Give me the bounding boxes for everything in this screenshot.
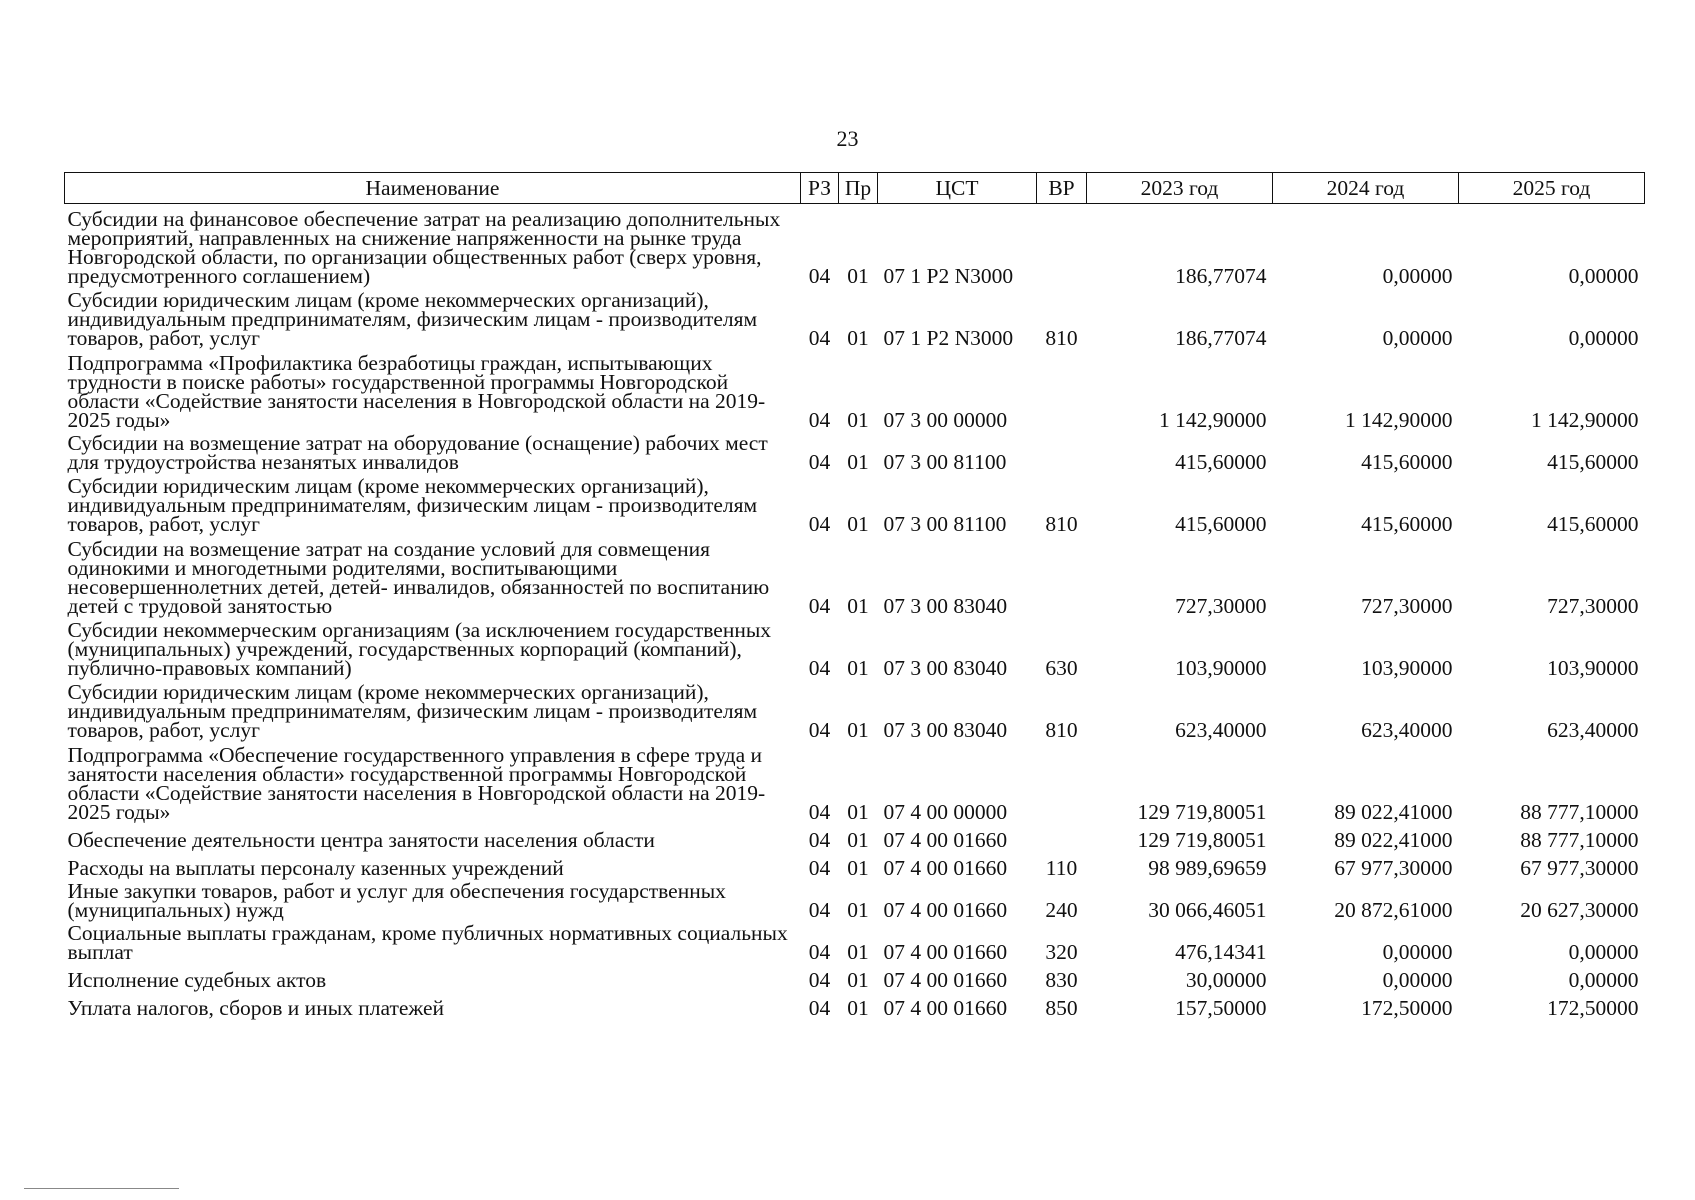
row-2024: 103,90000 bbox=[1361, 656, 1453, 680]
row-2025: 172,50000 bbox=[1547, 996, 1639, 1020]
col-header-2023: 2023 год bbox=[1087, 173, 1273, 204]
row-vr: 850 bbox=[1045, 996, 1078, 1020]
row-pr: 01 bbox=[847, 264, 869, 288]
row-rz: 04 bbox=[808, 718, 831, 742]
row-cst: 07 4 00 01660 bbox=[883, 940, 1008, 964]
row-vr: 810 bbox=[1045, 718, 1078, 742]
table-row bbox=[65, 990, 1645, 1018]
row-2023: 186,77074 bbox=[1175, 326, 1267, 350]
table-row bbox=[65, 348, 1645, 430]
row-2023: 1 142,90000 bbox=[1159, 408, 1267, 432]
row-2025: 20 627,30000 bbox=[1520, 898, 1639, 922]
row-name: Обеспечение деятельности центра занятости населения области bbox=[67, 828, 655, 852]
row-cst: 07 3 00 00000 bbox=[883, 408, 1008, 432]
row-rz: 04 bbox=[808, 856, 831, 880]
row-name: Подпрограмма «Обеспечение государственного управления в сфере труда и занятости населения области» государственной программы Новгородской области «Содействие занятости населения в Новгородской области на 2019-2025 годы» bbox=[67, 743, 766, 824]
table-row bbox=[65, 962, 1645, 990]
col-header-name: Наименование bbox=[65, 173, 801, 204]
row-2024: 67 977,30000 bbox=[1334, 856, 1453, 880]
row-rz: 04 bbox=[808, 898, 831, 922]
row-cst: 07 3 00 83040 bbox=[883, 718, 1008, 742]
row-name: Подпрограмма «Профилактика безработицы граждан, испытывающих трудности в поиске работы» государственной программы Новгородской области «Содействие занятости населения в Новгородской области на 2019-2025 годы» bbox=[67, 351, 766, 432]
col-header-2025: 2025 год bbox=[1459, 173, 1645, 204]
table-row bbox=[65, 740, 1645, 822]
row-2024: 89 022,41000 bbox=[1334, 800, 1453, 824]
row-rz: 04 bbox=[808, 512, 831, 536]
row-2025: 103,90000 bbox=[1547, 656, 1639, 680]
row-vr: 630 bbox=[1045, 656, 1078, 680]
row-2023: 623,40000 bbox=[1175, 718, 1267, 742]
row-vr bbox=[1037, 430, 1087, 472]
row-vr bbox=[1037, 204, 1087, 287]
row-2024: 415,60000 bbox=[1361, 450, 1453, 474]
row-vr bbox=[1037, 534, 1087, 616]
row-cst: 07 4 00 01660 bbox=[883, 968, 1008, 992]
row-2023: 476,14341 bbox=[1175, 940, 1267, 964]
row-rz: 04 bbox=[808, 326, 831, 350]
row-vr: 830 bbox=[1045, 968, 1078, 992]
row-2023: 129 719,80051 bbox=[1137, 828, 1267, 852]
row-pr: 01 bbox=[847, 856, 869, 880]
row-pr: 01 bbox=[847, 450, 869, 474]
table-row bbox=[65, 920, 1645, 962]
footer-divider bbox=[24, 1188, 179, 1189]
row-2025: 623,40000 bbox=[1547, 718, 1639, 742]
row-cst: 07 4 00 01660 bbox=[883, 996, 1008, 1020]
row-cst: 07 4 00 00000 bbox=[883, 800, 1008, 824]
row-rz: 04 bbox=[808, 996, 831, 1020]
row-2023: 30 066,46051 bbox=[1148, 898, 1267, 922]
table-row bbox=[65, 822, 1645, 850]
row-cst: 07 3 00 83040 bbox=[883, 594, 1008, 618]
row-2024: 0,00000 bbox=[1382, 940, 1453, 964]
row-rz: 04 bbox=[808, 594, 831, 618]
row-rz: 04 bbox=[808, 800, 831, 824]
row-rz: 04 bbox=[808, 450, 831, 474]
row-vr: 110 bbox=[1045, 856, 1078, 880]
row-cst: 07 3 00 83040 bbox=[883, 656, 1008, 680]
row-2025: 1 142,90000 bbox=[1531, 408, 1639, 432]
row-name: Субсидии юридическим лицам (кроме некоммерческих организаций), индивидуальным предпринимателям, физическим лицам - производителям товаров, работ, услуг bbox=[67, 474, 758, 536]
table-row bbox=[65, 286, 1645, 348]
table-body bbox=[65, 204, 1645, 1019]
row-rz: 04 bbox=[808, 656, 831, 680]
row-2023: 415,60000 bbox=[1175, 450, 1267, 474]
row-vr: 320 bbox=[1045, 940, 1078, 964]
row-cst: 07 1 P2 N3000 bbox=[883, 326, 1014, 350]
row-pr: 01 bbox=[847, 828, 869, 852]
row-pr: 01 bbox=[847, 326, 869, 350]
row-2025: 415,60000 bbox=[1547, 512, 1639, 536]
row-name: Субсидии некоммерческим организациям (за исключением государственных (муниципальных) учреждений, государственных корпораций (компаний), публично-правовых компаний) bbox=[67, 618, 772, 680]
row-name: Иные закупки товаров, работ и услуг для обеспечения государственных (муниципальных) нужд bbox=[67, 879, 726, 922]
col-header-pr: Пр bbox=[839, 173, 878, 204]
row-2025: 67 977,30000 bbox=[1520, 856, 1639, 880]
row-rz: 04 bbox=[808, 408, 831, 432]
row-pr: 01 bbox=[847, 512, 869, 536]
row-pr: 01 bbox=[847, 718, 869, 742]
row-2023: 103,90000 bbox=[1175, 656, 1267, 680]
row-pr: 01 bbox=[847, 968, 869, 992]
row-2025: 0,00000 bbox=[1568, 326, 1639, 350]
table-row bbox=[65, 204, 1645, 287]
row-pr: 01 bbox=[847, 656, 869, 680]
row-2025: 88 777,10000 bbox=[1520, 800, 1639, 824]
row-cst: 07 3 00 81100 bbox=[883, 512, 1007, 536]
row-name: Субсидии юридическим лицам (кроме некоммерческих организаций), индивидуальным предпринимателям, физическим лицам - производителям товаров, работ, услуг bbox=[67, 288, 758, 350]
row-vr bbox=[1037, 348, 1087, 430]
row-name: Расходы на выплаты персоналу казенных учреждений bbox=[67, 856, 564, 880]
page-number: 23 bbox=[836, 126, 859, 151]
row-2024: 20 872,61000 bbox=[1334, 898, 1453, 922]
table-row bbox=[65, 878, 1645, 920]
row-2025: 727,30000 bbox=[1547, 594, 1639, 618]
row-name: Субсидии юридическим лицам (кроме некоммерческих организаций), индивидуальным предпринимателям, физическим лицам - производителям товаров, работ, услуг bbox=[67, 680, 758, 742]
row-name: Субсидии на возмещение затрат на создание условий для совмещения одинокими и многодетными родителями, воспитывающими несовершеннолетних детей, детей- инвалидов, обязанностей по воспитанию детей с трудовой занятостью bbox=[67, 537, 770, 618]
row-vr: 810 bbox=[1045, 326, 1078, 350]
header-row bbox=[65, 173, 1645, 204]
row-name: Субсидии на возмещение затрат на оборудование (оснащение) рабочих мест для трудоустройства незанятых инвалидов bbox=[67, 431, 768, 474]
col-header-cst: ЦСТ bbox=[878, 173, 1037, 204]
row-2023: 129 719,80051 bbox=[1137, 800, 1267, 824]
row-pr: 01 bbox=[847, 940, 869, 964]
row-vr: 810 bbox=[1045, 512, 1078, 536]
row-cst: 07 4 00 01660 bbox=[883, 828, 1008, 852]
row-rz: 04 bbox=[808, 828, 831, 852]
table-row bbox=[65, 534, 1645, 616]
row-pr: 01 bbox=[847, 594, 869, 618]
col-header-rz: РЗ bbox=[801, 173, 839, 204]
row-2024: 89 022,41000 bbox=[1334, 828, 1453, 852]
row-vr bbox=[1037, 740, 1087, 822]
row-cst: 07 4 00 01660 bbox=[883, 898, 1008, 922]
row-name: Уплата налогов, сборов и иных платежей bbox=[67, 996, 445, 1020]
row-name: Социальные выплаты гражданам, кроме публичных нормативных социальных выплат bbox=[67, 921, 788, 964]
row-pr: 01 bbox=[847, 800, 869, 824]
table-row bbox=[65, 472, 1645, 534]
table-row bbox=[65, 430, 1645, 472]
row-pr: 01 bbox=[847, 898, 869, 922]
row-cst: 07 4 00 01660 bbox=[883, 856, 1008, 880]
row-2023: 415,60000 bbox=[1175, 512, 1267, 536]
table-row bbox=[65, 850, 1645, 878]
row-cst: 07 1 P2 N3000 bbox=[883, 264, 1014, 288]
row-vr bbox=[1037, 822, 1087, 850]
row-cst: 07 3 00 81100 bbox=[883, 450, 1007, 474]
row-rz: 04 bbox=[808, 968, 831, 992]
budget-table bbox=[64, 172, 1645, 1018]
row-2024: 1 142,90000 bbox=[1345, 408, 1453, 432]
row-2023: 727,30000 bbox=[1175, 594, 1267, 618]
row-2024: 727,30000 bbox=[1361, 594, 1453, 618]
row-2023: 186,77074 bbox=[1175, 264, 1267, 288]
row-2025: 415,60000 bbox=[1547, 450, 1639, 474]
row-name: Субсидии на финансовое обеспечение затрат на реализацию дополнительных мероприятий, направленных на снижение напряженности на рынке труда Новгородской области, по организации общественных работ (сверх уровня, предусмотренного соглашением) bbox=[67, 207, 781, 288]
row-2024: 623,40000 bbox=[1361, 718, 1453, 742]
row-rz: 04 bbox=[808, 264, 831, 288]
row-2024: 172,50000 bbox=[1361, 996, 1453, 1020]
row-2025: 0,00000 bbox=[1568, 968, 1639, 992]
table-header bbox=[65, 173, 1645, 204]
row-2023: 157,50000 bbox=[1175, 996, 1267, 1020]
row-2024: 0,00000 bbox=[1382, 264, 1453, 288]
row-2023: 98 989,69659 bbox=[1148, 856, 1267, 880]
row-rz: 04 bbox=[808, 940, 831, 964]
table-row bbox=[65, 616, 1645, 678]
row-pr: 01 bbox=[847, 996, 869, 1020]
row-2024: 415,60000 bbox=[1361, 512, 1453, 536]
col-header-2024: 2024 год bbox=[1273, 173, 1459, 204]
row-2025: 0,00000 bbox=[1568, 264, 1639, 288]
table-row bbox=[65, 678, 1645, 740]
col-header-vr: ВР bbox=[1037, 173, 1087, 204]
row-name: Исполнение судебных актов bbox=[67, 968, 327, 992]
row-vr: 240 bbox=[1045, 898, 1078, 922]
row-2023: 30,00000 bbox=[1185, 968, 1267, 992]
row-2024: 0,00000 bbox=[1382, 968, 1453, 992]
row-2025: 0,00000 bbox=[1568, 940, 1639, 964]
row-2024: 0,00000 bbox=[1382, 326, 1453, 350]
row-2025: 88 777,10000 bbox=[1520, 828, 1639, 852]
row-pr: 01 bbox=[847, 408, 869, 432]
